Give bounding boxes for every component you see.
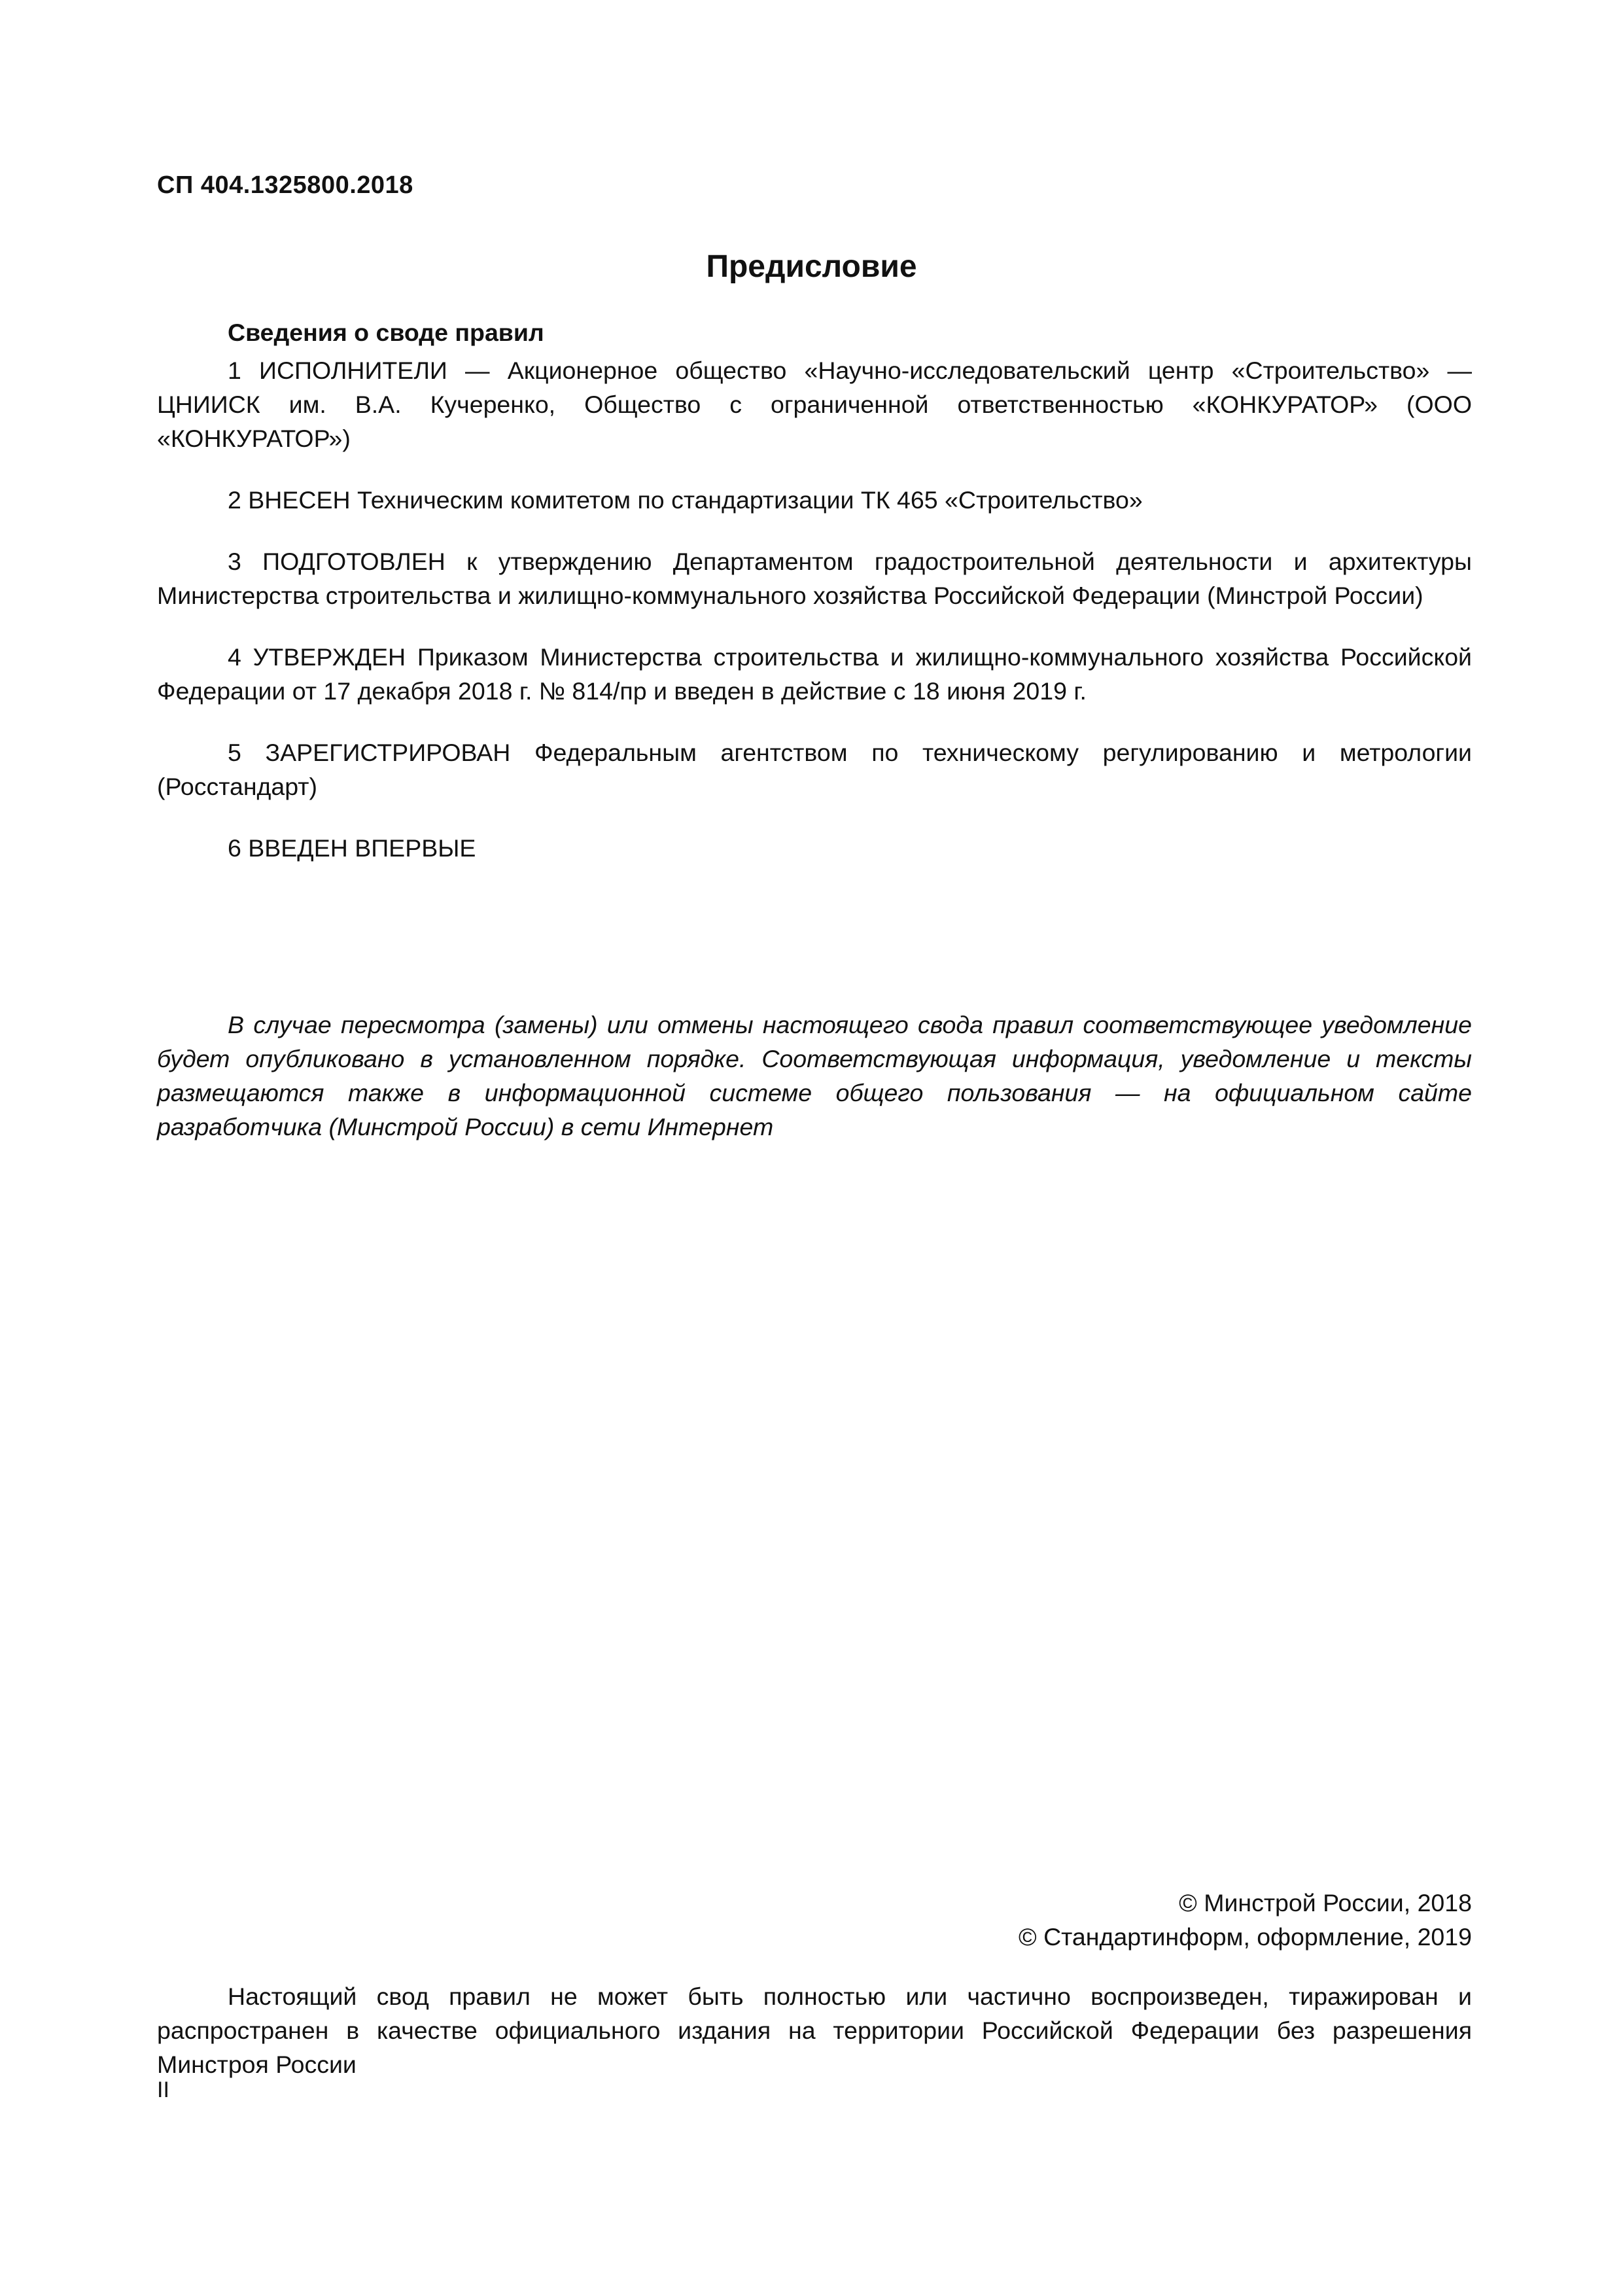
revision-notice: В случае пересмотра (замены) или отмены настоящего свода правил соответствующее уведомление будет опубликовано в установленном порядке. Соответствующая информация, уведомление и тексты размещаются также в информационной системе общего пользования — на официальном сайте разработчика (Минстрой России) в сети Интернет bbox=[157, 1011, 1472, 1140]
preface-content bbox=[157, 315, 1472, 892]
page-number: II bbox=[157, 2077, 169, 2102]
preface-item-4: 4 УТВЕРЖДЕН Приказом Министерства строительства и жилищно-коммунального хозяйства Российской Федерации от 17 декабря 2018 г. № 814/пр и введен в действие с 18 июня 2019 г. bbox=[157, 643, 1472, 705]
preface-item-5: 5 ЗАРЕГИСТРИРОВАН Федеральным агентством по техническому регулированию и метрологии (Росстандарт) bbox=[157, 739, 1472, 800]
preface-item-6: 6 ВВЕДЕН ВПЕРВЫЕ bbox=[228, 834, 476, 862]
copyright-line-2: © Стандартинформ, оформление, 2019 bbox=[1019, 1923, 1472, 1951]
reproduction-rights: Настоящий свод правил не может быть полностью или частично воспроизведен, тиражирован и распространен в качестве официального издания на территории Российской Федерации без разрешения Минстроя России bbox=[157, 1983, 1472, 2078]
preface-item-3: 3 ПОДГОТОВЛЕН к утверждению Департаментом градостроительной деятельности и архитектуры Министерства строительства и жилищно-коммунального хозяйства Российской Федерации (Минстрой России) bbox=[157, 548, 1472, 609]
document-code: СП 404.1325800.2018 bbox=[157, 171, 413, 199]
copyright-line-1: © Минстрой России, 2018 bbox=[1179, 1889, 1472, 1916]
copyright-block bbox=[1019, 1886, 1472, 1954]
preface-item-2: 2 ВНЕСЕН Техническим комитетом по стандартизации ТК 465 «Строительство» bbox=[228, 486, 1143, 514]
subheading: Сведения о своде правил bbox=[228, 319, 544, 346]
preface-item-1: 1 ИСПОЛНИТЕЛИ — Акционерное общество «Научно-исследовательский центр «Строительство» — ЦНИИСК им. В.А. Кучеренко, Общество с ограниченной ответственностью «КОНКУРАТОР» (ООО «КОНКУРАТОР») bbox=[157, 357, 1472, 452]
page-title: Предисловие bbox=[706, 249, 917, 284]
